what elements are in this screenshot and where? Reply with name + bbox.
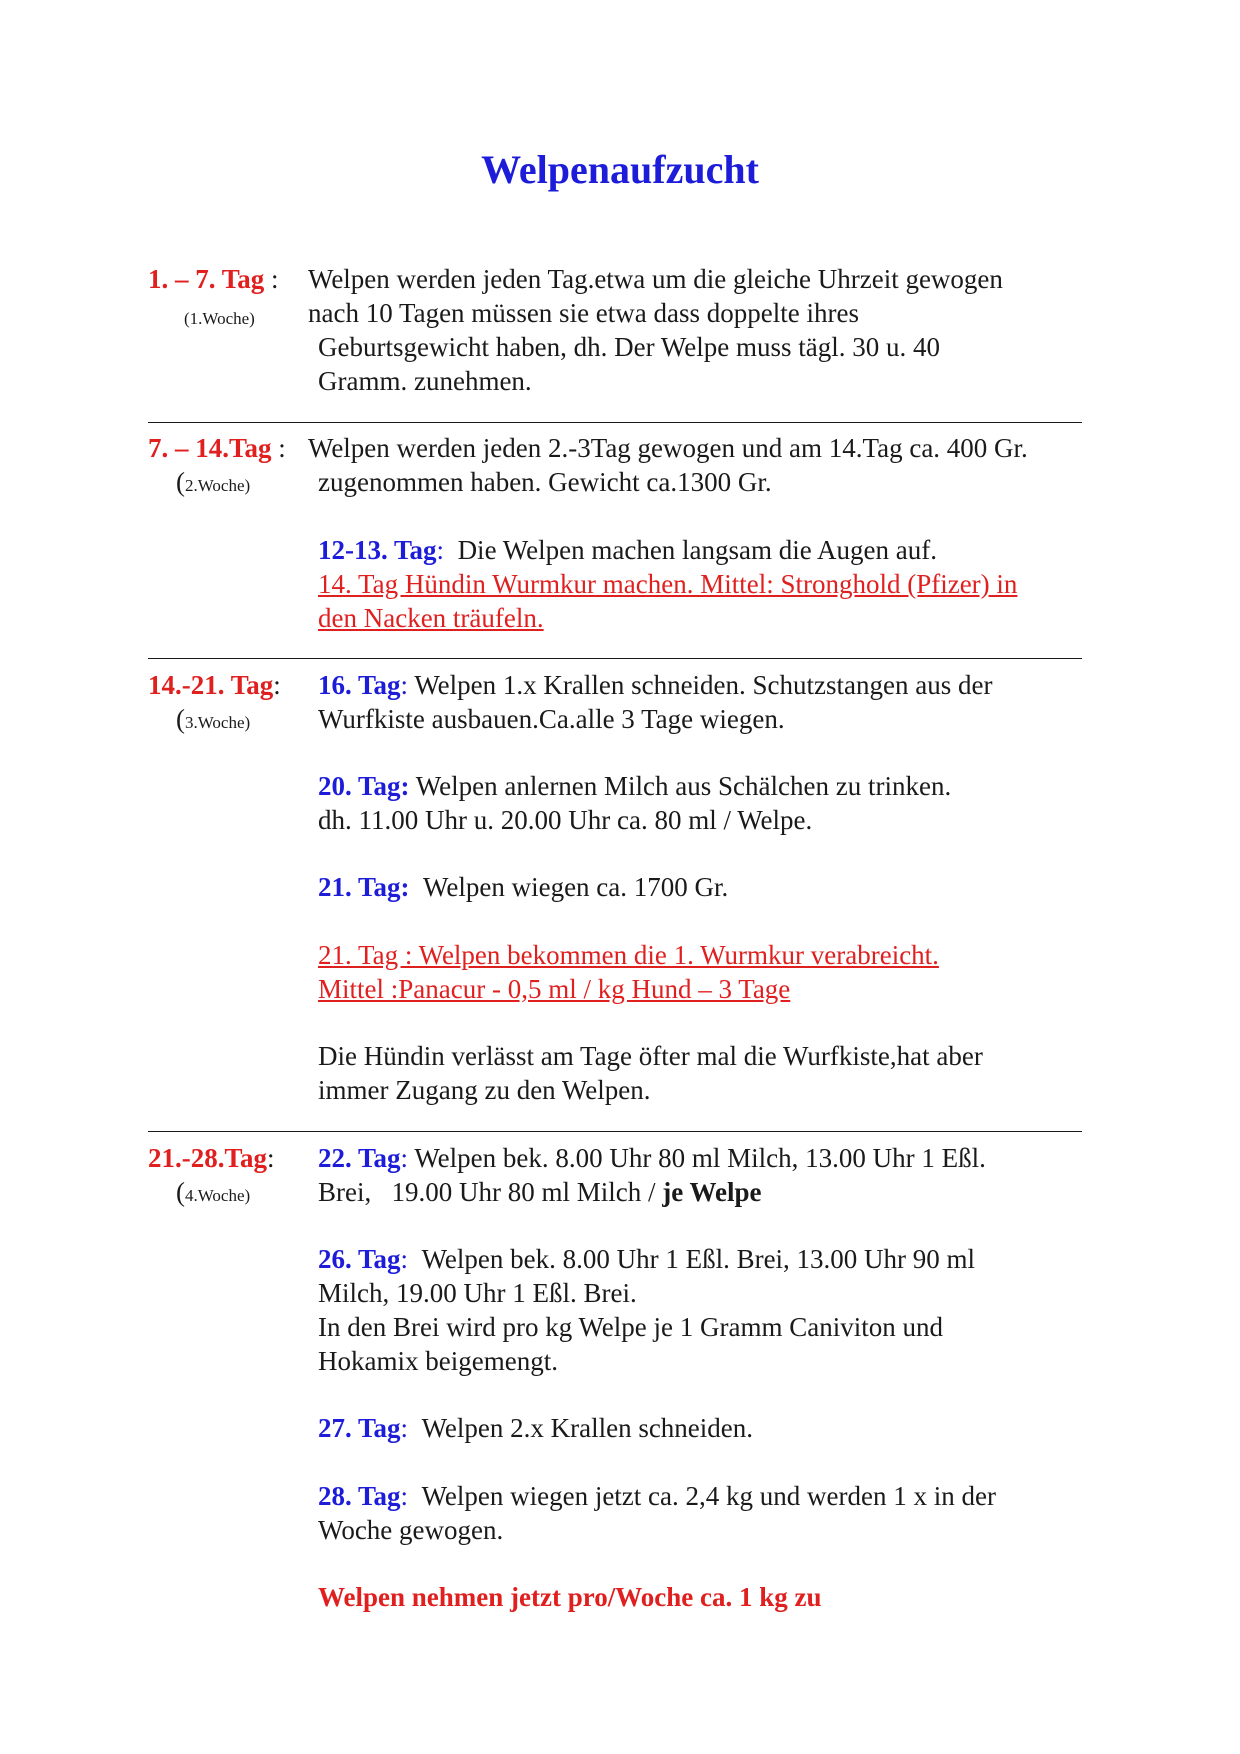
- week3-entry-20-line2: dh. 11.00 Uhr u. 20.00 Uhr ca. 80 ml / Welpe.: [318, 805, 813, 835]
- week4-range-label: [148, 1141, 275, 1175]
- week3-range-sep: :: [273, 670, 281, 700]
- week3-entry-16: 16. Tag: Welpen 1.x Krallen schneiden. Schutzstangen aus der: [318, 670, 993, 700]
- week3-note-line1: Die Hündin verlässt am Tage öfter mal die Wurfkiste,hat aber: [318, 1041, 983, 1071]
- week1-line2: nach 10 Tagen müssen sie etwa dass doppelte ihres: [308, 298, 859, 328]
- entry-day-label: 21. Tag:: [318, 872, 410, 902]
- page-title: Welpenaufzucht: [481, 147, 759, 192]
- week2-range: 7. – 14.Tag: [148, 433, 272, 463]
- week4-entry-22-line2: Brei, 19.00 Uhr 80 ml Milch / je Welpe: [318, 1177, 762, 1207]
- week4-subtitle: (4.Woche): [176, 1177, 251, 1207]
- week1-line4: Gramm. zunehmen.: [318, 366, 532, 396]
- week1-line1: Welpen werden jeden Tag.etwa um die gleiche Uhrzeit gewogen: [308, 264, 1003, 294]
- week1-range: 1. – 7. Tag: [148, 264, 265, 294]
- week3-deworm-line1: 21. Tag : Welpen bekommen die 1. Wurmkur verabreicht.: [318, 940, 939, 970]
- entry-day-label: 22. Tag: [318, 1143, 401, 1173]
- week4-entry-27: 27. Tag: Welpen 2.x Krallen schneiden.: [318, 1413, 754, 1443]
- week1-subtitle: (1.Woche): [184, 309, 255, 328]
- week4-entry-26-line4: Hokamix beigemengt.: [318, 1346, 558, 1376]
- week4-entry-28: 28. Tag: Welpen wiegen jetzt ca. 2,4 kg und werden 1 x in der: [318, 1481, 996, 1511]
- week4-range-sep: :: [267, 1143, 275, 1173]
- entry-day-label: 28. Tag: [318, 1481, 401, 1511]
- week4-entry-26-line2: Milch, 19.00 Uhr 1 Eßl. Brei.: [318, 1278, 637, 1308]
- week4-entry-26: 26. Tag: Welpen bek. 8.00 Uhr 1 Eßl. Brei, 13.00 Uhr 90 ml: [318, 1244, 976, 1274]
- section-divider-1: [148, 422, 1082, 423]
- week2-subtitle: (2.Woche): [176, 467, 251, 497]
- week2-line1: Welpen werden jeden 2.-3Tag gewogen und am 14.Tag ca. 400 Gr.: [308, 433, 1028, 463]
- week2-deworm-line2: den Nacken träufeln.: [318, 603, 544, 633]
- week3-entry-20: 20. Tag: Welpen anlernen Milch aus Schälchen zu trinken.: [318, 771, 952, 801]
- week3-range-label: [148, 668, 281, 702]
- week1-line3: Geburtsgewicht haben, dh. Der Welpe muss tägl. 30 u. 40: [318, 332, 940, 362]
- week4-entry-26-line3: In den Brei wird pro kg Welpe je 1 Gramm Caniviton und: [318, 1312, 943, 1342]
- week4-entry-22: 22. Tag: Welpen bek. 8.00 Uhr 80 ml Milch, 13.00 Uhr 1 Eßl.: [318, 1143, 986, 1173]
- week4-entry-28-line2: Woche gewogen.: [318, 1515, 504, 1545]
- week3-entry-21: 21. Tag: Welpen wiegen ca. 1700 Gr.: [318, 872, 729, 902]
- week1-range-label: [148, 262, 279, 296]
- week3-entry-16-line2: Wurfkiste ausbauen.Ca.alle 3 Tage wiegen.: [318, 704, 785, 734]
- week1-range-sep: :: [264, 264, 279, 294]
- section-divider-2: [148, 658, 1082, 659]
- week4-range: 21.-28.Tag: [148, 1143, 268, 1173]
- section-divider-3: [148, 1131, 1082, 1132]
- week2-range-label: [148, 431, 286, 465]
- week3-range: 14.-21. Tag: [148, 670, 274, 700]
- entry-day-label: 26. Tag: [318, 1244, 401, 1274]
- week2-line2: zugenommen haben. Gewicht ca.1300 Gr.: [318, 467, 772, 497]
- week2-entry-eyes: 12-13. Tag: Die Welpen machen langsam die Augen auf.: [318, 535, 937, 565]
- week3-deworm-line2: Mittel :Panacur - 0,5 ml / kg Hund – 3 Tage: [318, 974, 791, 1004]
- week2-deworm-line1: 14. Tag Hündin Wurmkur machen. Mittel: Stronghold (Pfizer) in: [318, 569, 1018, 599]
- entry-day-label: 20. Tag:: [318, 771, 410, 801]
- week2-range-sep: :: [271, 433, 286, 463]
- week3-subtitle: (3.Woche): [176, 704, 251, 734]
- entry-day-label: 12-13. Tag: [318, 535, 437, 565]
- final-summary: Welpen nehmen jetzt pro/Woche ca. 1 kg zu: [318, 1582, 822, 1612]
- week3-note-line2: immer Zugang zu den Welpen.: [318, 1075, 651, 1105]
- entry-day-label: 27. Tag: [318, 1413, 401, 1443]
- entry-day-label: 16. Tag: [318, 670, 401, 700]
